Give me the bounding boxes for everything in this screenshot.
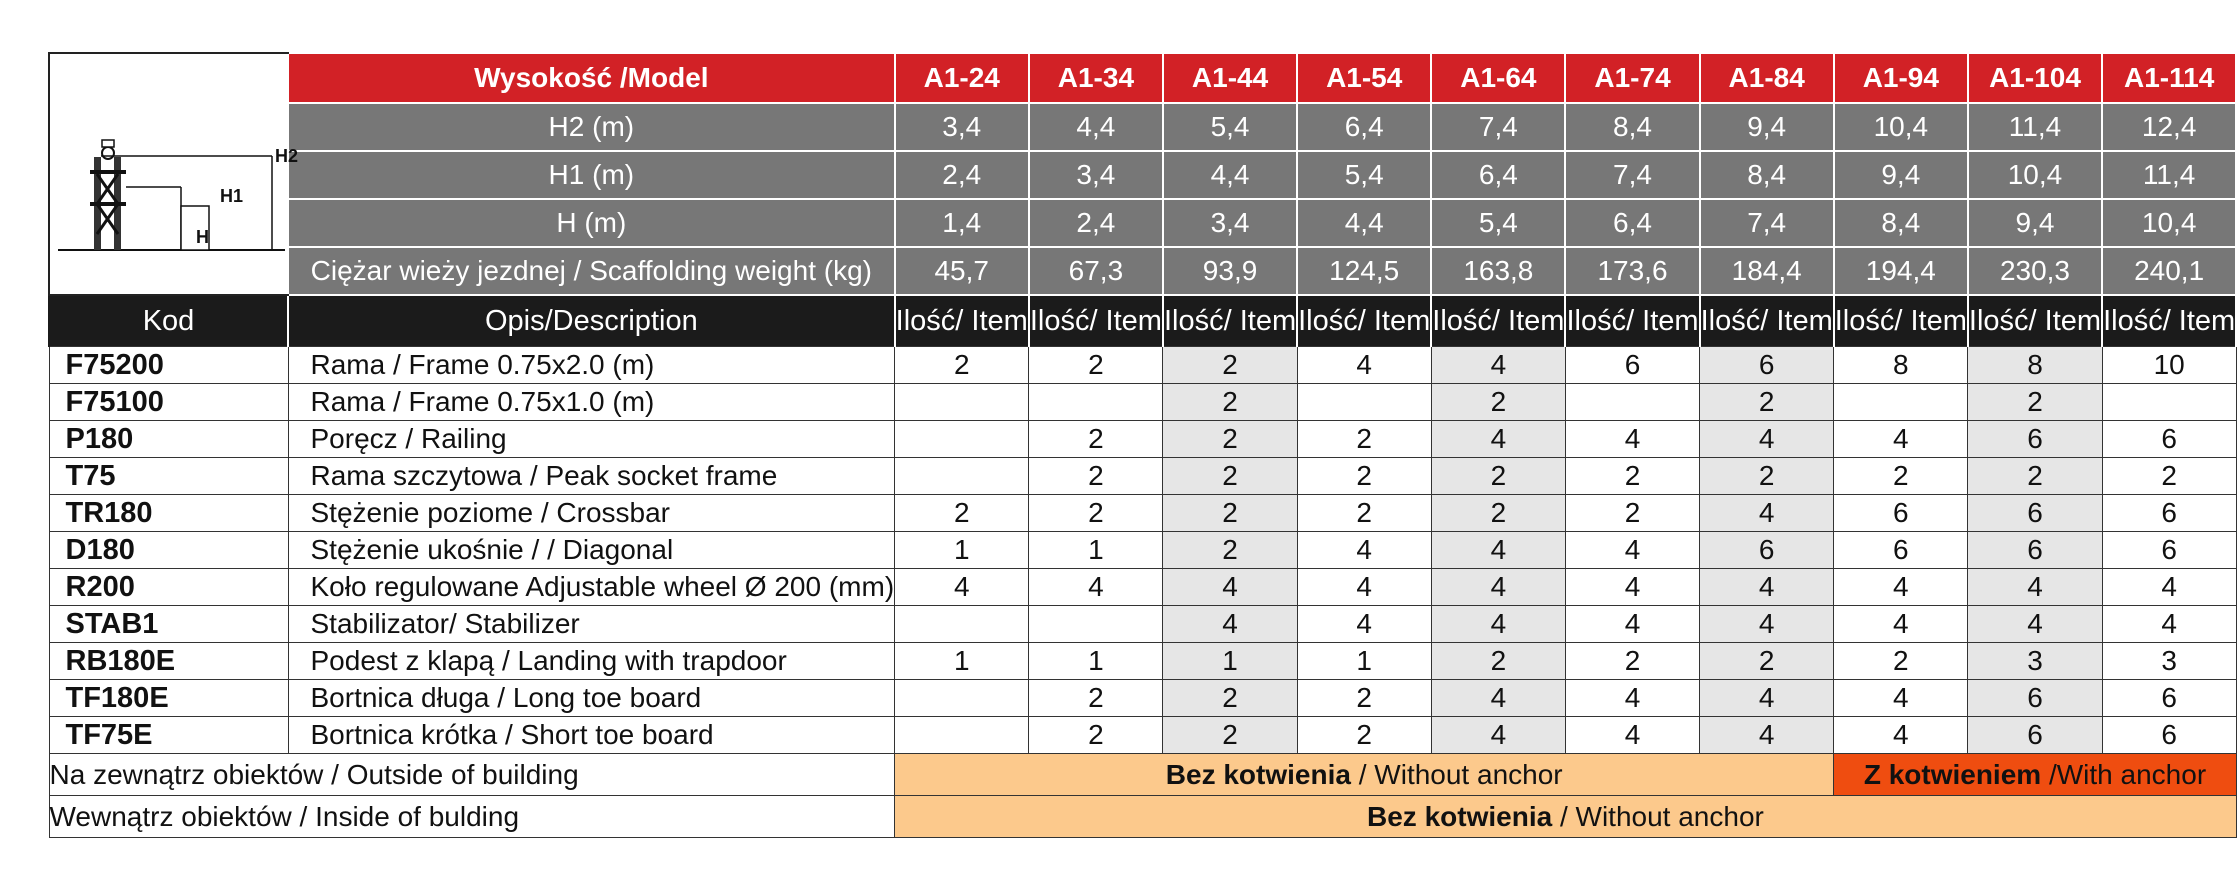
part-quantity: [895, 606, 1029, 643]
dimension-value: 10,4: [2102, 199, 2236, 247]
part-quantity: 2: [1029, 421, 1163, 458]
part-description: Stabilizator/ Stabilizer: [288, 606, 895, 643]
dimension-value: 10,4: [1834, 103, 1968, 151]
anchor-label-pl: Z kotwieniem: [1863, 758, 2042, 790]
part-quantity: 2: [1163, 532, 1297, 569]
part-quantity: [895, 421, 1029, 458]
part-quantity: 2: [1431, 643, 1565, 680]
part-quantity: 8: [1968, 347, 2102, 384]
item-header: Ilość/ Item: [1968, 295, 2102, 347]
part-quantity: 2: [1297, 421, 1431, 458]
part-quantity: 4: [1565, 717, 1699, 754]
part-quantity: 2: [895, 347, 1029, 384]
dimension-value: 194,4: [1834, 247, 1968, 295]
part-quantity: 3: [2102, 643, 2236, 680]
dimension-row: [49, 151, 2236, 199]
table-row: [49, 643, 2236, 680]
part-quantity: 4: [1565, 421, 1699, 458]
part-description: Rama szczytowa / Peak socket frame: [288, 458, 895, 495]
dimension-value: 8,4: [1834, 199, 1968, 247]
part-quantity: [895, 680, 1029, 717]
part-quantity: 3: [1968, 643, 2102, 680]
part-quantity: 2: [1565, 643, 1699, 680]
dimension-value: 4,4: [1163, 151, 1297, 199]
part-quantity: 2: [1163, 384, 1297, 421]
part-quantity: 4: [1163, 606, 1297, 643]
part-quantity: [1565, 384, 1699, 421]
part-quantity: 4: [1431, 569, 1565, 606]
part-quantity: 2: [1029, 458, 1163, 495]
item-header: Ilość/ Item: [1029, 295, 1163, 347]
part-quantity: 6: [1968, 495, 2102, 532]
dimension-value: 9,4: [1968, 199, 2102, 247]
part-quantity: 4: [1431, 680, 1565, 717]
part-quantity: 4: [1029, 569, 1163, 606]
part-quantity: 2: [1029, 347, 1163, 384]
part-quantity: 1: [1029, 532, 1163, 569]
scaffold-spec-table: [48, 52, 2237, 838]
dimension-label: H2 (m): [288, 103, 895, 151]
part-quantity: 2: [895, 495, 1029, 532]
part-quantity: 2: [1431, 458, 1565, 495]
part-quantity: 4: [1431, 606, 1565, 643]
outside-label: [49, 754, 895, 796]
item-header: Ilość/ Item: [1297, 295, 1431, 347]
with-anchor-band: [1834, 754, 2236, 796]
part-quantity: 2: [1700, 458, 1834, 495]
part-quantity: 4: [1968, 569, 2102, 606]
part-quantity: 6: [2102, 680, 2236, 717]
dimension-label: H (m): [288, 199, 895, 247]
dimension-row: [49, 247, 2236, 295]
part-quantity: 2: [1700, 643, 1834, 680]
part-quantity: 4: [1834, 569, 1968, 606]
model-name: A1-104: [1968, 53, 2102, 103]
part-quantity: 2: [1297, 680, 1431, 717]
part-description: Koło regulowane Adjustable wheel Ø 200 (mm): [288, 569, 895, 606]
dimension-value: 2,4: [1029, 199, 1163, 247]
part-quantity: 2: [1700, 384, 1834, 421]
part-quantity: 4: [2102, 606, 2236, 643]
part-quantity: 4: [1700, 680, 1834, 717]
part-quantity: [1029, 384, 1163, 421]
part-description: Rama / Frame 0.75x2.0 (m): [288, 347, 895, 384]
part-quantity: [895, 717, 1029, 754]
dimension-label: H1 (m): [288, 151, 895, 199]
model-name: A1-54: [1297, 53, 1431, 103]
anchor-label-en: / Without anchor: [1350, 758, 1563, 790]
dimension-value: 67,3: [1029, 247, 1163, 295]
model-name: A1-94: [1834, 53, 1968, 103]
without-anchor-band: [895, 796, 2237, 838]
part-quantity: 6: [1565, 347, 1699, 384]
part-quantity: 4: [1565, 606, 1699, 643]
part-quantity: 2: [1163, 421, 1297, 458]
part-quantity: 4: [1431, 532, 1565, 569]
dimension-value: 6,4: [1431, 151, 1565, 199]
part-quantity: 6: [1968, 717, 2102, 754]
part-code: R200: [49, 569, 288, 606]
dimension-value: 173,6: [1565, 247, 1699, 295]
dimension-value: 8,4: [1565, 103, 1699, 151]
part-quantity: 4: [1700, 717, 1834, 754]
table-row: [49, 532, 2236, 569]
dimension-value: 5,4: [1163, 103, 1297, 151]
part-description: Bortnica krótka / Short toe board: [288, 717, 895, 754]
dimension-value: 6,4: [1565, 199, 1699, 247]
part-quantity: 6: [1968, 532, 2102, 569]
model-name: A1-34: [1029, 53, 1163, 103]
dimension-value: 12,4: [2102, 103, 2236, 151]
model-name: A1-114: [2102, 53, 2236, 103]
dimension-value: 4,4: [1297, 199, 1431, 247]
model-name: A1-44: [1163, 53, 1297, 103]
dimension-value: 184,4: [1700, 247, 1834, 295]
dimension-value: 9,4: [1700, 103, 1834, 151]
part-description: Rama / Frame 0.75x1.0 (m): [288, 384, 895, 421]
part-quantity: 2: [1431, 384, 1565, 421]
part-quantity: 4: [1565, 569, 1699, 606]
model-name: A1-74: [1565, 53, 1699, 103]
part-quantity: 1: [1029, 643, 1163, 680]
part-code: RB180E: [49, 643, 288, 680]
part-quantity: 1: [1297, 643, 1431, 680]
table-row: [49, 569, 2236, 606]
dimension-value: 45,7: [895, 247, 1029, 295]
part-quantity: 4: [1700, 495, 1834, 532]
part-quantity: 6: [2102, 717, 2236, 754]
part-quantity: 2: [1968, 458, 2102, 495]
part-quantity: [1834, 384, 1968, 421]
item-header: Ilość/ Item: [895, 295, 1029, 347]
part-quantity: 2: [1297, 458, 1431, 495]
table-row: [49, 680, 2236, 717]
dimension-value: 124,5: [1297, 247, 1431, 295]
part-description: Stężenie ukośnie / / Diagonal: [288, 532, 895, 569]
part-quantity: 6: [1968, 680, 2102, 717]
part-quantity: 2: [1297, 717, 1431, 754]
part-quantity: 1: [1163, 643, 1297, 680]
part-quantity: 2: [1163, 717, 1297, 754]
dimension-value: 11,4: [1968, 103, 2102, 151]
part-quantity: 6: [1968, 421, 2102, 458]
part-quantity: 4: [1431, 347, 1565, 384]
model-name: A1-84: [1700, 53, 1834, 103]
dimension-value: 2,4: [895, 151, 1029, 199]
part-quantity: [2102, 384, 2236, 421]
scaffold-diagram: [49, 53, 299, 295]
part-quantity: 4: [1968, 606, 2102, 643]
part-quantity: 4: [1431, 717, 1565, 754]
part-quantity: 2: [1834, 458, 1968, 495]
part-description: Stężenie poziome / Crossbar: [288, 495, 895, 532]
table-row: [49, 347, 2236, 384]
item-header: Ilość/ Item: [1431, 295, 1565, 347]
part-quantity: 6: [2102, 421, 2236, 458]
part-quantity: 2: [1163, 680, 1297, 717]
part-code: TF180E: [49, 680, 288, 717]
anchor-label-pl: Bez kotwienia: [1165, 758, 1351, 790]
dimension-value: 230,3: [1968, 247, 2102, 295]
dimension-value: 7,4: [1700, 199, 1834, 247]
part-code: D180: [49, 532, 288, 569]
item-header: Ilość/ Item: [1565, 295, 1699, 347]
part-quantity: 1: [895, 643, 1029, 680]
part-code: STAB1: [49, 606, 288, 643]
part-code: P180: [49, 421, 288, 458]
part-quantity: 4: [1700, 569, 1834, 606]
item-header: Ilość/ Item: [1834, 295, 1968, 347]
dimension-value: 9,4: [1834, 151, 1968, 199]
part-quantity: 2: [1565, 458, 1699, 495]
part-description: Bortnica długa / Long toe board: [288, 680, 895, 717]
dimension-value: 5,4: [1297, 151, 1431, 199]
part-quantity: 4: [1565, 680, 1699, 717]
h-label: H: [196, 227, 209, 247]
part-quantity: 4: [1700, 421, 1834, 458]
table-row: [49, 421, 2236, 458]
item-header: Ilość/ Item: [1700, 295, 1834, 347]
part-quantity: 6: [2102, 532, 2236, 569]
dimension-value: 240,1: [2102, 247, 2236, 295]
outside-building-row: [49, 754, 2236, 796]
part-quantity: 6: [1700, 532, 1834, 569]
anchor-label-en: / Without anchor: [1552, 800, 1764, 832]
part-quantity: 2: [1431, 495, 1565, 532]
part-quantity: 4: [895, 569, 1029, 606]
outside-label-pl: Na zewnątrz obiektów: [49, 758, 324, 790]
dimension-value: 3,4: [1163, 199, 1297, 247]
part-quantity: 1: [895, 532, 1029, 569]
dimension-value: 4,4: [1029, 103, 1163, 151]
part-code: TF75E: [49, 717, 288, 754]
part-quantity: [1297, 384, 1431, 421]
h2-label: H2: [275, 146, 299, 166]
outside-label-en: / Outside of building: [323, 758, 579, 790]
part-quantity: 8: [1834, 347, 1968, 384]
inside-label-en: / Inside of bulding: [291, 800, 520, 832]
kod-header: Kod: [49, 295, 288, 347]
dimension-value: 3,4: [1029, 151, 1163, 199]
part-quantity: [895, 384, 1029, 421]
dimension-label: Ciężar wieży jezdnej / Scaffolding weight (kg): [288, 247, 895, 295]
description-header: Opis/Description: [288, 295, 895, 347]
part-quantity: 2: [1029, 495, 1163, 532]
part-description: Podest z klapą / Landing with trapdoor: [288, 643, 895, 680]
part-quantity: 2: [1834, 643, 1968, 680]
part-quantity: 2: [1029, 717, 1163, 754]
part-code: F75100: [49, 384, 288, 421]
part-quantity: 4: [1297, 532, 1431, 569]
inside-label: [49, 796, 895, 838]
part-quantity: 4: [1834, 421, 1968, 458]
inside-building-row: [49, 796, 2236, 838]
anchor-label-pl: Bez kotwienia: [1367, 800, 1553, 832]
table-row: [49, 384, 2236, 421]
inside-label-pl: Wewnątrz obiektów: [49, 800, 292, 832]
part-quantity: 2: [1163, 495, 1297, 532]
scaffold-tower-icon: [50, 54, 299, 284]
dimension-value: 6,4: [1297, 103, 1431, 151]
without-anchor-band: [895, 754, 1834, 796]
part-quantity: 4: [1834, 680, 1968, 717]
part-quantity: [1029, 606, 1163, 643]
part-quantity: [895, 458, 1029, 495]
dimension-value: 93,9: [1163, 247, 1297, 295]
anchor-label-en: /With anchor: [2041, 758, 2207, 790]
table-row: [49, 458, 2236, 495]
part-quantity: 2: [1565, 495, 1699, 532]
part-quantity: 6: [1834, 495, 1968, 532]
dimension-value: 7,4: [1431, 103, 1565, 151]
h1-label: H1: [220, 186, 244, 206]
part-description: Poręcz / Railing: [288, 421, 895, 458]
part-quantity: 6: [1700, 347, 1834, 384]
model-name: A1-64: [1431, 53, 1565, 103]
table-row: [49, 606, 2236, 643]
part-quantity: 2: [1968, 384, 2102, 421]
table-row: [49, 717, 2236, 754]
part-quantity: 6: [2102, 495, 2236, 532]
part-quantity: 4: [1565, 532, 1699, 569]
dimension-value: 5,4: [1431, 199, 1565, 247]
part-quantity: 2: [1297, 495, 1431, 532]
dimension-row: [49, 199, 2236, 247]
part-quantity: 4: [1297, 569, 1431, 606]
part-quantity: 4: [1297, 347, 1431, 384]
dimension-value: 10,4: [1968, 151, 2102, 199]
part-quantity: 4: [1834, 717, 1968, 754]
part-quantity: 4: [1297, 606, 1431, 643]
dimension-value: 11,4: [2102, 151, 2236, 199]
header-title: Wysokość /Model: [288, 53, 895, 103]
dimension-row: [49, 103, 2236, 151]
part-code: TR180: [49, 495, 288, 532]
table-row: [49, 495, 2236, 532]
model-name: A1-24: [895, 53, 1029, 103]
part-quantity: 10: [2102, 347, 2236, 384]
dimension-value: 3,4: [895, 103, 1029, 151]
part-quantity: 4: [1700, 606, 1834, 643]
dimension-value: 163,8: [1431, 247, 1565, 295]
part-quantity: 2: [1029, 680, 1163, 717]
column-header-row: [49, 295, 2236, 347]
dimension-value: 7,4: [1565, 151, 1699, 199]
part-quantity: 4: [1834, 606, 1968, 643]
part-quantity: 4: [1431, 421, 1565, 458]
model-header-row: [49, 53, 2236, 103]
dimension-value: 1,4: [895, 199, 1029, 247]
part-quantity: 2: [1163, 458, 1297, 495]
part-quantity: 4: [2102, 569, 2236, 606]
item-header: Ilość/ Item: [2102, 295, 2236, 347]
part-code: T75: [49, 458, 288, 495]
part-quantity: 4: [1163, 569, 1297, 606]
part-code: F75200: [49, 347, 288, 384]
part-quantity: 2: [2102, 458, 2236, 495]
part-quantity: 2: [1163, 347, 1297, 384]
part-quantity: 6: [1834, 532, 1968, 569]
dimension-value: 8,4: [1700, 151, 1834, 199]
item-header: Ilość/ Item: [1163, 295, 1297, 347]
